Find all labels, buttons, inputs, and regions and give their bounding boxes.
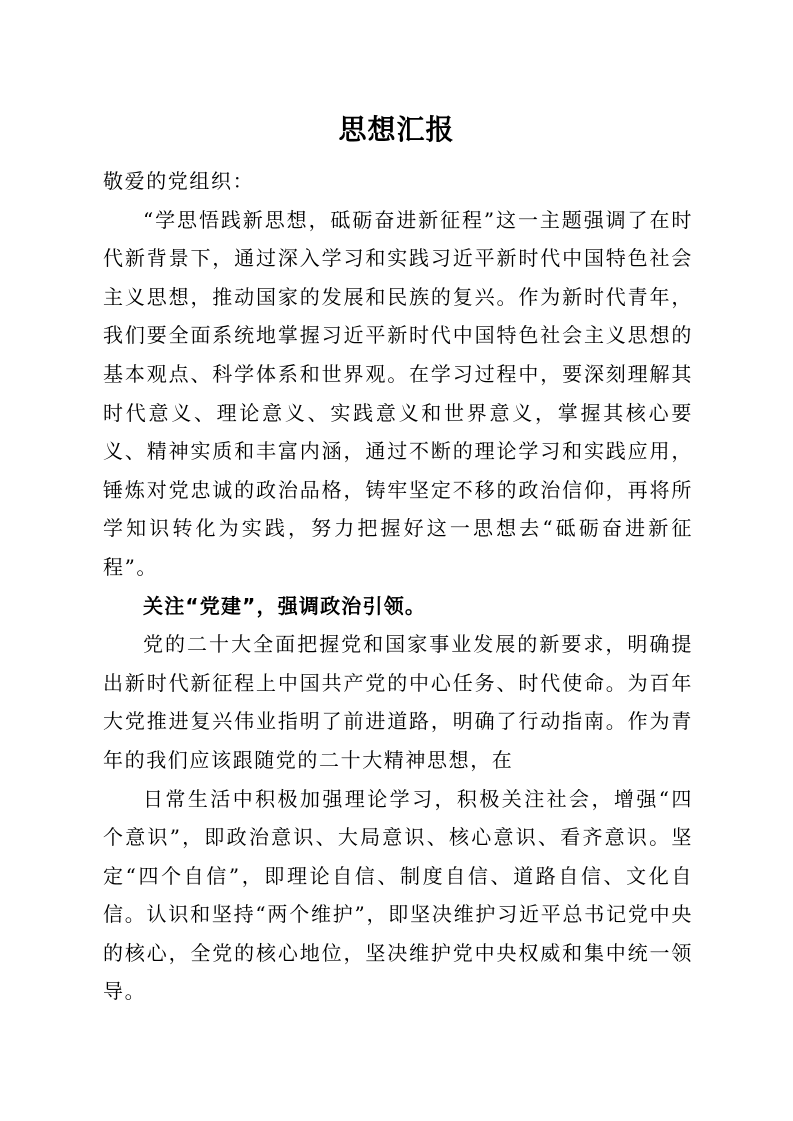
salutation: 敬爱的党组织： (103, 169, 255, 193)
paragraph-daily-life: 日常生活中积极加强理论学习，积极关注社会，增强“四个意识”，即政治意识、大局意识、核心意识、看齐意识。坚定“四个自信”，即理论自信、制度自信、道路自信、文化自信。认识和坚持“两个维护”，即坚决维护习近平总书记党中央的核心，全党的核心地位，坚决维护党中央权威和集中统一领导。 (103, 786, 693, 1004)
page-title: 思想汇报 (338, 113, 455, 146)
document-body (103, 162, 693, 1011)
paragraph-intro: “学思悟践新思想，砥砺奋进新征程”这一主题强调了在时代新背景下，通过深入学习和实践习近平新时代中国特色社会主义思想，推动国家的发展和民族的复兴。作为新时代青年，我们要全面系统地掌握习近平新时代中国特色社会主义思想的基本观点、科学体系和世界观。在学习过程中，要深刻理解其时代意义、理论意义、实践意义和世界意义，掌握其核心要义、精神实质和丰富内涵，通过不断的理论学习和实践应用，锤炼对党忠诚的政治品格，铸牢坚定不移的政治信仰，再将所学知识转化为实践，努力把握好这一思想去“砥砺奋进新征程”。 (103, 207, 693, 579)
paragraph-party-congress: 党的二十大全面把握党和国家事业发展的新要求，明确提出新时代新征程上中国共产党的中心任务、时代使命。为百年大党推进复兴伟业指明了前进道路，明确了行动指南。作为青年的我们应该跟随党的二十大精神思想，在 (103, 632, 693, 772)
section-heading: 关注“党建”，强调政治引领。 (143, 593, 427, 618)
